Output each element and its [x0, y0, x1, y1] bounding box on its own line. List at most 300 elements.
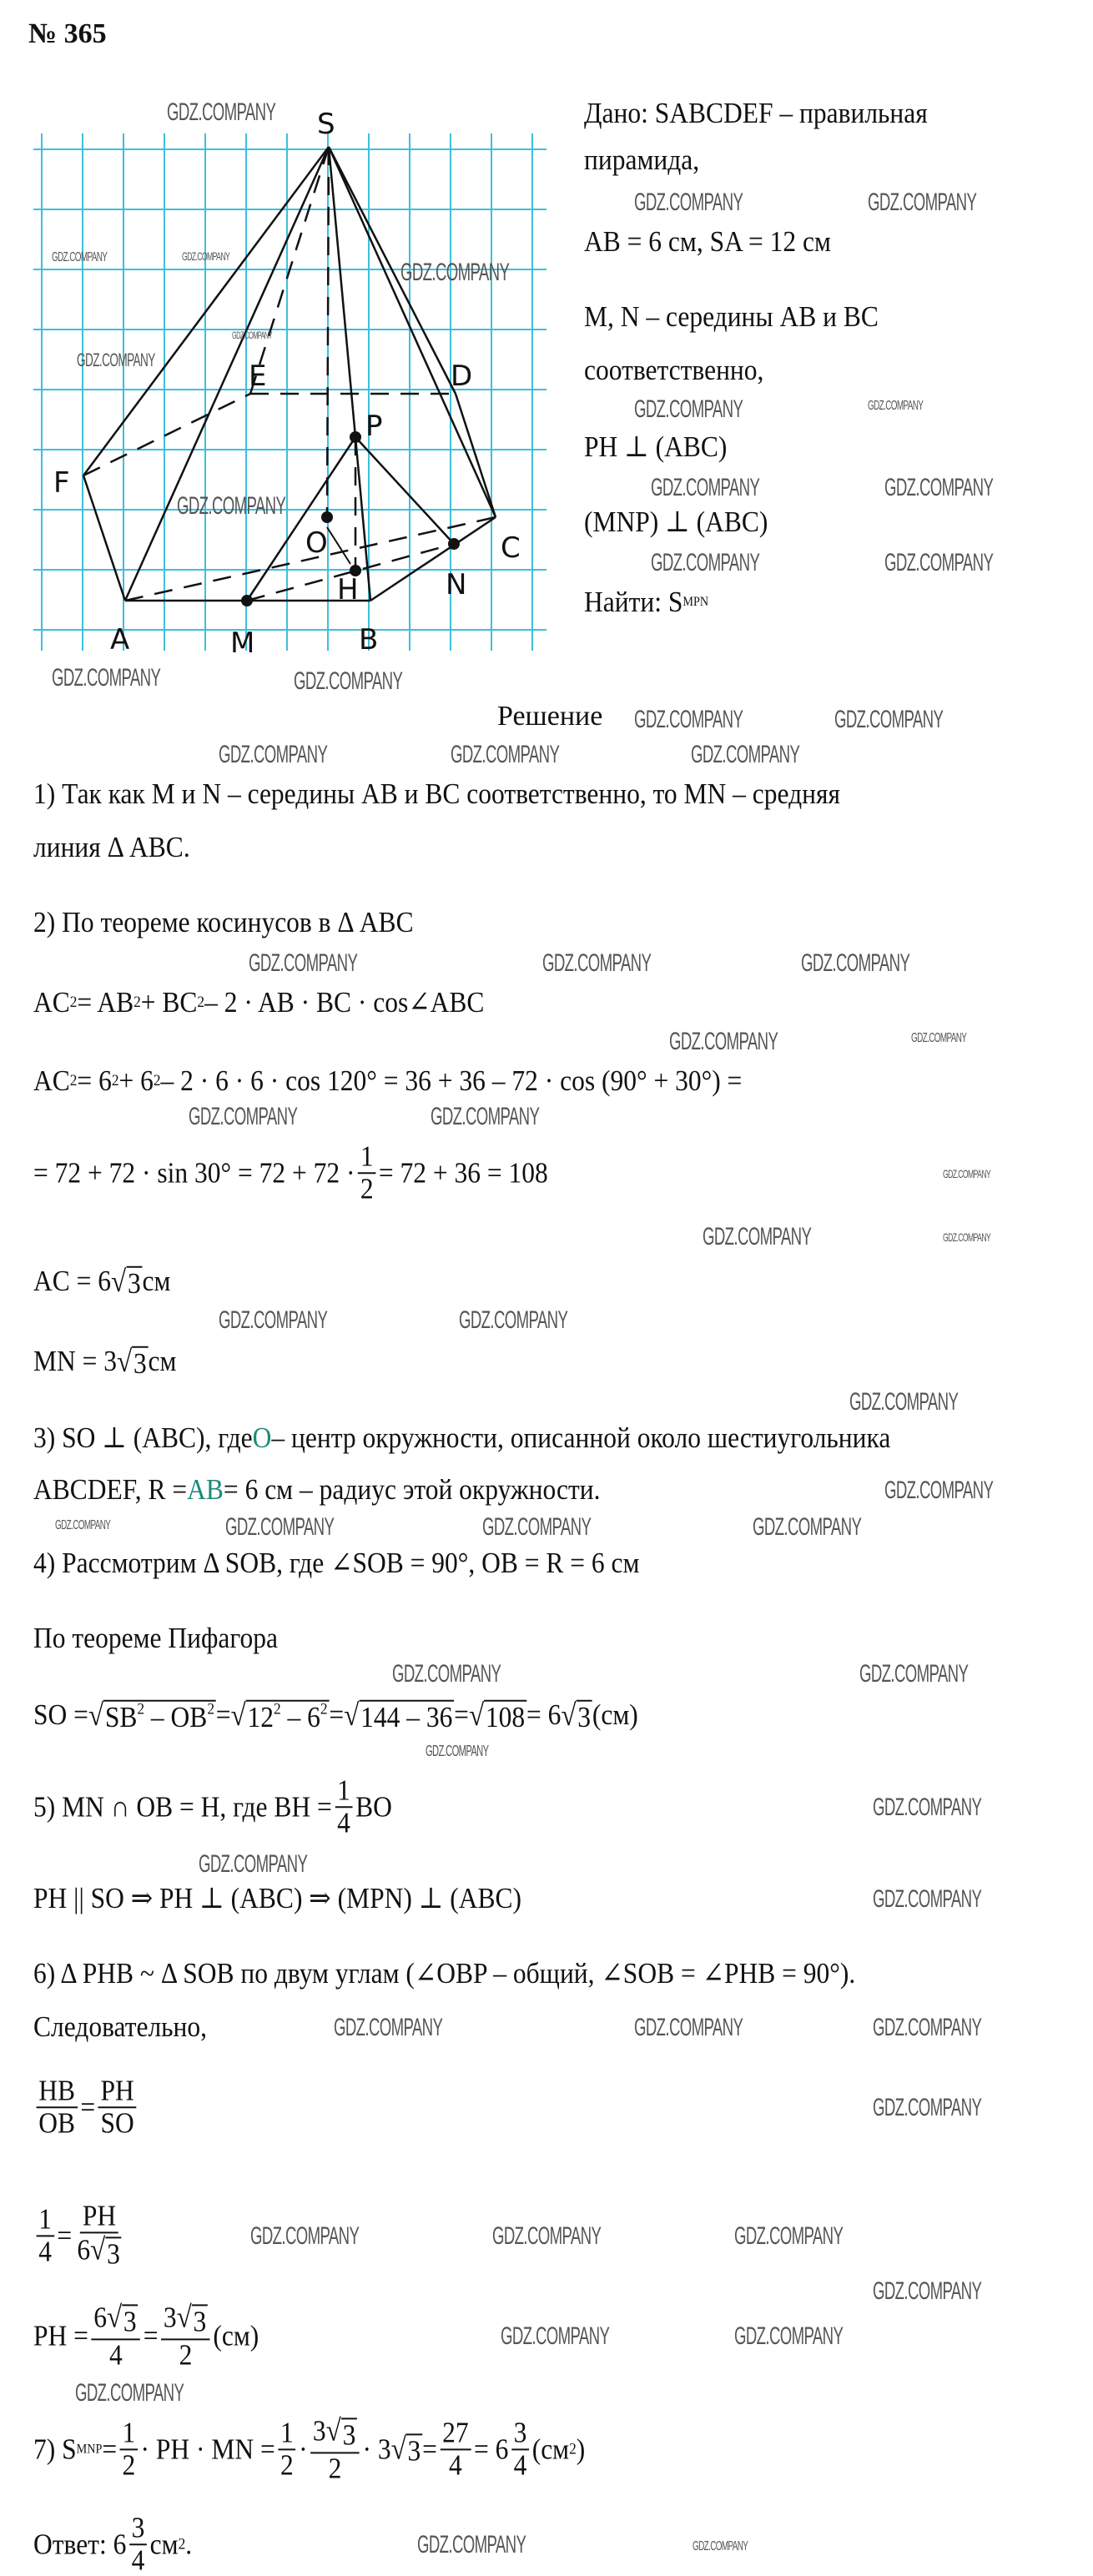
fraction: [37, 2075, 78, 2139]
watermark: GDZ.COMPANY: [492, 2222, 602, 2250]
square-root: [90, 2233, 122, 2271]
math-text: см: [142, 1265, 171, 1297]
math-text: (MNP) ⊥ (ABC): [584, 506, 768, 538]
radicand: [122, 2304, 138, 2338]
math-text: =: [422, 2433, 437, 2465]
numerator: [335, 1775, 352, 1808]
math-text: 3) SO ⊥ (ABC), где: [33, 1421, 253, 1454]
watermark: GDZ.COMPANY: [250, 2222, 360, 2250]
watermark: GDZ.COMPANY: [943, 1230, 991, 1244]
math-text: 3: [127, 1266, 141, 1300]
radical-sign: √: [111, 1263, 127, 1298]
numerator: [120, 2418, 138, 2450]
solution-line-e3: [33, 1141, 548, 1205]
solution-line-e9: [33, 2201, 127, 2270]
math-text: (см: [531, 2433, 570, 2465]
math-text: 3: [133, 1346, 147, 1380]
radical-sign: √: [88, 1697, 104, 1732]
radicand: [341, 2418, 357, 2452]
math-text: =: [329, 1698, 345, 1731]
math-text: SO: [100, 2106, 134, 2139]
numerator: [80, 2201, 118, 2233]
numerator: [358, 1141, 375, 1174]
math-text: Ответ: 6: [33, 2528, 127, 2560]
watermark: GDZ.COMPANY: [634, 2014, 743, 2041]
math-text: + BC: [140, 986, 198, 1019]
watermark: GDZ.COMPANY: [219, 741, 328, 768]
math-text: AC: [33, 986, 70, 1019]
watermark: GDZ.COMPANY: [669, 1028, 778, 1055]
solution-line-e11: 7) S MNP = $\frac{1}{2}$ · PH · MN = $\frac{1}{2}$ · 3 √ 3 2 · 3 √ 3 = $\frac{27}{4}$ = 6 $\frac{3}{4}$ (см 2 ): [33, 2412, 586, 2484]
point-N: [448, 538, 460, 550]
denominator: [37, 2108, 78, 2139]
math-text: AC = 6: [33, 1265, 112, 1297]
vertex-label-D: D: [451, 360, 473, 393]
edge-PN: [355, 437, 454, 544]
math-text: 4: [38, 2235, 53, 2267]
math-text: PH || SO ⇒ PH ⊥ (ABC) ⇒ (MPN) ⊥ (ABC): [33, 1882, 521, 1914]
solution-line-e7: [33, 1882, 521, 1915]
math-text: 4: [513, 2448, 527, 2481]
edge-BC: [370, 517, 496, 601]
denominator: [129, 2545, 147, 2576]
radical-sign: √: [230, 1697, 246, 1732]
math-text: Дано: SABCDEF – правильная: [584, 97, 928, 129]
denominator: [37, 2236, 54, 2267]
numerator: [129, 2513, 147, 2545]
watermark: GDZ.COMPANY: [703, 1223, 812, 1250]
watermark: GDZ.COMPANY: [859, 1660, 969, 1688]
square-root: [391, 2431, 423, 2468]
square-root: [326, 2414, 358, 2452]
math-text: 1: [280, 2416, 294, 2449]
given-line: Найти: S MPN: [584, 586, 709, 618]
math-text: = 72 + 72 · sin 30° = 72 + 72 ·: [33, 1156, 355, 1189]
math-text: ·: [299, 2433, 308, 2465]
watermark: GDZ.COMPANY: [691, 741, 800, 768]
denominator: [511, 2450, 529, 2481]
math-text: = AB: [77, 986, 134, 1019]
watermark: GDZ.COMPANY: [459, 1306, 568, 1334]
denominator: [335, 1808, 352, 1839]
math-text: 4: [108, 2337, 123, 2371]
math-text: PH: [100, 2074, 134, 2107]
math-text: 3: [131, 2511, 145, 2544]
hidden-edge-FE: [83, 394, 250, 475]
vertex-label-S: S: [317, 108, 335, 141]
solution-heading: Решение: [497, 701, 603, 732]
vertex-label-O: O: [305, 526, 328, 560]
watermark: GDZ.COMPANY: [849, 1388, 959, 1416]
denominator: [75, 2233, 124, 2271]
watermark: GDZ.COMPANY: [249, 949, 358, 977]
edge-CD: [456, 394, 496, 517]
math-text: M, N – середины AB и BC: [584, 300, 879, 333]
watermark: GDZ.COMPANY: [651, 474, 760, 501]
math-text: По теореме Пифагора: [33, 1622, 279, 1654]
math-text: PH =: [33, 2319, 88, 2352]
numerator: [278, 2418, 295, 2450]
math-text: пирамида,: [584, 143, 700, 176]
math-text: AB = 6 см, SA = 12 см: [584, 225, 831, 258]
vertex-label-P: P: [365, 410, 383, 443]
math-text: 6) Δ PHB ~ Δ SOB по двум углам (∠OBP – общий, ∠SOB = ∠PHB = 90°).: [33, 1957, 856, 1990]
vertex-label-B: B: [359, 623, 379, 657]
solution-line-s4: [33, 1547, 639, 1580]
math-text: 3: [342, 2418, 356, 2452]
radicand: [359, 1700, 454, 1734]
solution-line-s1a: [33, 777, 840, 811]
radicand: [246, 1700, 330, 1734]
radical-sign: √: [468, 1697, 485, 1732]
watermark: GDZ.COMPANY: [884, 549, 994, 576]
math-text: PH: [82, 2199, 117, 2232]
watermark: GDZ.COMPANY: [873, 2014, 982, 2041]
denominator: [120, 2450, 138, 2481]
watermark: GDZ.COMPANY: [801, 949, 910, 977]
math-text: MN = 3: [33, 1345, 118, 1377]
math-text: 3: [123, 2305, 137, 2338]
math-text: 1: [337, 1774, 350, 1807]
solution-line-e5: [33, 1343, 176, 1381]
math-text: соответственно,: [584, 354, 764, 386]
denominator: [98, 2108, 137, 2139]
math-text: Найти: S: [584, 586, 683, 618]
math-text: =: [143, 2319, 159, 2352]
watermark: GDZ.COMPANY: [873, 2094, 982, 2121]
denominator: [358, 1174, 375, 1205]
point-M: [241, 595, 253, 606]
fraction: [120, 2418, 138, 2481]
watermark: GDZ.COMPANY: [182, 249, 230, 263]
math-text: AC: [33, 1064, 70, 1097]
math-text: 3: [577, 1700, 592, 1733]
watermark: GDZ.COMPANY: [177, 492, 286, 520]
square-root: [344, 1697, 454, 1734]
math-text: – OB: [144, 1700, 208, 1733]
solution-line-s3a: [33, 1421, 890, 1455]
fraction: [511, 2418, 529, 2481]
math-text: 6: [93, 2301, 107, 2334]
superscript: 2: [320, 1700, 328, 1718]
radicand: [103, 1700, 216, 1734]
solution-line-s6b: [33, 2010, 207, 2044]
math-text: линия Δ ABC.: [33, 831, 190, 863]
math-text: см: [148, 1345, 177, 1377]
superscript: 2: [137, 1700, 145, 1718]
numerator: [37, 2204, 54, 2236]
superscript: 2: [274, 1700, 281, 1718]
watermark: GDZ.COMPANY: [634, 706, 743, 733]
watermark: GDZ.COMPANY: [219, 1306, 328, 1334]
math-text: .: [185, 2528, 193, 2560]
solution-line-e2: AC 2 = 6 2 + 6 2 – 2 · 6 · 6 · cos 120° = 36 + 36 – 72 · cos (90° + 30°) =: [33, 1064, 743, 1097]
solution-line-e10: [33, 2301, 259, 2370]
point-P: [350, 431, 361, 443]
math-text: SO =: [33, 1698, 88, 1731]
given-line: [584, 506, 768, 539]
problem-number: № 365: [28, 18, 107, 49]
solution-line-s1b: [33, 831, 190, 864]
numerator: [92, 2301, 141, 2340]
math-text: 2: [280, 2448, 294, 2481]
radical-sign: √: [176, 2299, 192, 2334]
math-text: 4) Рассмотрим Δ SOB, где ∠SOB = 90°, OB = R = 6 см: [33, 1547, 640, 1579]
point-O: [321, 511, 333, 523]
denominator: [326, 2453, 344, 2484]
watermark: GDZ.COMPANY: [189, 1103, 298, 1130]
numerator: [511, 2418, 529, 2450]
watermark: GDZ.COMPANY: [167, 98, 276, 126]
square-root: [107, 2301, 139, 2338]
numerator: [310, 2414, 360, 2453]
watermark: GDZ.COMPANY: [873, 1885, 982, 1913]
vertex-label-C: C: [501, 531, 521, 565]
solution-line-s3b: [33, 1473, 601, 1507]
math-text: 2) По теореме косинусов в Δ ABC: [33, 906, 414, 938]
watermark: GDZ.COMPANY: [884, 1477, 994, 1504]
math-text: (см): [592, 1698, 638, 1731]
math-text: BO: [355, 1790, 392, 1823]
radical-sign: √: [561, 1697, 577, 1732]
edge-SC: [329, 147, 496, 517]
math-text: Следовательно,: [33, 2010, 208, 2043]
watermark: GDZ.COMPANY: [52, 250, 108, 264]
math-text: ABCDEF, R =: [33, 1473, 188, 1506]
denominator: [107, 2337, 124, 2371]
math-text: 3: [312, 2414, 326, 2448]
fraction: [335, 1775, 352, 1839]
watermark: GDZ.COMPANY: [873, 2277, 982, 2305]
math-text: 7) S: [33, 2433, 77, 2465]
math-text: HB: [38, 2074, 76, 2107]
math-text: 1) Так как M и N – середины AB и BC соответственно, то MN – средняя: [33, 777, 840, 810]
watermark: GDZ.COMPANY: [884, 474, 994, 501]
math-text: (см): [213, 2319, 259, 2352]
solution-line-s4b: [33, 1622, 278, 1655]
math-text: 12: [247, 1700, 275, 1733]
watermark: GDZ.COMPANY: [232, 330, 273, 341]
math-text: =: [454, 1698, 469, 1731]
watermark: GDZ.COMPANY: [55, 1518, 111, 1532]
watermark: GDZ.COMPANY: [693, 2539, 748, 2553]
math-text: 108: [485, 1700, 526, 1733]
highlighted-text: AB: [187, 1473, 224, 1506]
watermark: GDZ.COMPANY: [417, 2531, 526, 2558]
radicand: [192, 2304, 208, 2338]
watermark: GDZ.COMPANY: [392, 1660, 501, 1688]
math-text: 4: [131, 2543, 145, 2576]
solution-line-e4: [33, 1263, 170, 1301]
watermark: GDZ.COMPANY: [294, 667, 403, 695]
vertex-label-F: F: [53, 466, 70, 500]
math-text: 3: [107, 2237, 120, 2271]
square-root: [177, 2301, 209, 2338]
math-text: PH ⊥ (ABC): [584, 430, 728, 463]
given-line: [584, 143, 699, 177]
vertex-label-M: M: [230, 626, 255, 660]
solution-line-ans: Ответ: 6 $\frac{3}{4}$ см 2 .: [33, 2511, 193, 2576]
given-line: [584, 225, 831, 259]
vertex-label-H: H: [337, 573, 359, 606]
square-root: [231, 1697, 330, 1734]
pyramid-diagram: [0, 0, 584, 667]
watermark: GDZ.COMPANY: [426, 1743, 489, 1759]
square-root: [469, 1697, 526, 1734]
watermark: GDZ.COMPANY: [734, 2322, 844, 2350]
numerator: [161, 2301, 210, 2340]
solution-line-e1: AC 2 = AB 2 + BC 2 – 2 · AB · BC · cos∠ABC: [33, 986, 485, 1019]
math-text: 1: [360, 1140, 374, 1173]
fraction: [37, 2204, 54, 2267]
fraction: [278, 2418, 295, 2481]
radicand: [406, 2434, 422, 2468]
math-text: =: [80, 2090, 96, 2123]
watermark: GDZ.COMPANY: [75, 2379, 184, 2407]
math-text: 6: [77, 2233, 91, 2267]
math-text: 27: [442, 2416, 469, 2449]
denominator: [177, 2337, 194, 2371]
math-text: 1: [38, 2202, 53, 2236]
fraction: [161, 2301, 210, 2370]
fraction: [75, 2201, 124, 2270]
solution-line-e8: [33, 2075, 139, 2139]
watermark: GDZ.COMPANY: [911, 1031, 967, 1045]
radical-sign: √: [90, 2231, 106, 2267]
watermark: GDZ.COMPANY: [868, 189, 977, 216]
solution-line-s5: [33, 1775, 392, 1839]
solution-line-s6: [33, 1957, 855, 1990]
radicand: [577, 1700, 592, 1734]
radicand: [126, 1266, 142, 1301]
math-text: 3: [193, 2305, 207, 2338]
math-text: 3: [407, 2434, 421, 2468]
math-text: · 3: [362, 2433, 391, 2465]
watermark: GDZ.COMPANY: [77, 350, 155, 370]
watermark: GDZ.COMPANY: [943, 1167, 991, 1180]
math-text: = 72 + 36 = 108: [378, 1156, 548, 1189]
segment-OH: [327, 527, 350, 564]
fraction: [92, 2301, 141, 2370]
math-text: 2: [360, 1172, 374, 1205]
math-text: 144 – 36: [360, 1700, 453, 1733]
math-text: 2: [122, 2448, 136, 2481]
numerator: [98, 2075, 137, 2108]
math-text: – 6: [280, 1700, 320, 1733]
watermark: GDZ.COMPANY: [873, 1794, 982, 1821]
highlighted-text: O: [252, 1421, 272, 1454]
watermark: GDZ.COMPANY: [334, 2014, 443, 2041]
math-text: OB: [38, 2106, 76, 2139]
vertex-label-E: E: [249, 360, 267, 393]
watermark: GDZ.COMPANY: [52, 664, 161, 692]
square-root: [88, 1697, 216, 1734]
math-text: – центр окружности, описанной около шестиугольника: [271, 1421, 891, 1454]
math-text: SB: [104, 1700, 138, 1733]
solution-line-e6: [33, 1697, 638, 1734]
square-root: [117, 1343, 149, 1381]
watermark: GDZ.COMPANY: [482, 1513, 592, 1541]
given-line: [584, 97, 928, 130]
watermark: GDZ.COMPANY: [634, 189, 743, 216]
math-text: = 6: [473, 2433, 509, 2465]
math-text: – 2 · AB · BC · cos∠ABC: [204, 986, 485, 1019]
square-root: [111, 1263, 143, 1301]
radicand: [105, 2236, 121, 2271]
math-text: = 6 см – радиус этой окружности.: [223, 1473, 601, 1506]
watermark: GDZ.COMPANY: [451, 741, 560, 768]
math-text: 2: [328, 2451, 342, 2484]
watermark: GDZ.COMPANY: [651, 549, 760, 576]
math-text: 3: [163, 2301, 177, 2334]
math-text: =: [102, 2433, 118, 2465]
math-text: см: [149, 2528, 179, 2560]
math-text: · PH · MN =: [140, 2433, 275, 2465]
radical-sign: √: [325, 2412, 341, 2448]
superscript: 2: [207, 1700, 214, 1718]
math-text: 2: [179, 2337, 193, 2371]
watermark: GDZ.COMPANY: [431, 1103, 540, 1130]
math-text: = 6: [526, 1698, 562, 1731]
watermark: GDZ.COMPANY: [753, 1513, 862, 1541]
given-line: [584, 300, 879, 334]
math-text: 5) MN ∩ OB = H, где BH =: [33, 1790, 332, 1823]
watermark: GDZ.COMPANY: [199, 1850, 308, 1878]
fraction: [440, 2418, 471, 2481]
watermark: GDZ.COMPANY: [542, 949, 652, 977]
square-root: [561, 1697, 592, 1734]
vertex-label-A: A: [110, 623, 130, 657]
radical-sign: √: [344, 1697, 360, 1732]
given-line: [584, 430, 727, 464]
math-text: ): [576, 2433, 586, 2465]
numerator: [37, 2075, 78, 2108]
math-text: 4: [337, 1806, 350, 1839]
math-text: =: [215, 1698, 231, 1731]
watermark: GDZ.COMPANY: [834, 706, 944, 733]
watermark: GDZ.COMPANY: [734, 2222, 844, 2250]
fraction: [129, 2513, 147, 2576]
watermark: GDZ.COMPANY: [868, 399, 924, 413]
fraction: [310, 2414, 360, 2483]
edge-SA: [125, 147, 329, 601]
math-text: 1: [122, 2416, 136, 2449]
fraction: [98, 2075, 137, 2139]
radicand: [132, 1346, 148, 1381]
given-line: [584, 354, 763, 387]
denominator: [278, 2450, 295, 2481]
numerator: [440, 2418, 471, 2450]
math-text: =: [57, 2219, 73, 2251]
radical-sign: √: [106, 2299, 123, 2334]
math-text: – 2 · 6 · 6 · cos 120° = 36 + 36 – 72 · cos (90° + 30°) =: [160, 1064, 743, 1097]
fraction: [358, 1141, 375, 1205]
vertex-label-N: N: [446, 568, 467, 601]
watermark: GDZ.COMPANY: [634, 395, 743, 423]
math-text: 4: [449, 2448, 462, 2481]
radical-sign: √: [390, 2431, 406, 2466]
radical-sign: √: [117, 1343, 133, 1378]
watermark: GDZ.COMPANY: [501, 2322, 610, 2350]
watermark: GDZ.COMPANY: [400, 259, 510, 286]
edge-FA: [83, 475, 125, 601]
math-text: + 6: [118, 1064, 154, 1097]
denominator: [446, 2450, 464, 2481]
solution-line-s2: [33, 906, 414, 939]
watermark: GDZ.COMPANY: [225, 1513, 335, 1541]
math-text: 3: [513, 2416, 527, 2449]
math-text: = 6: [77, 1064, 112, 1097]
